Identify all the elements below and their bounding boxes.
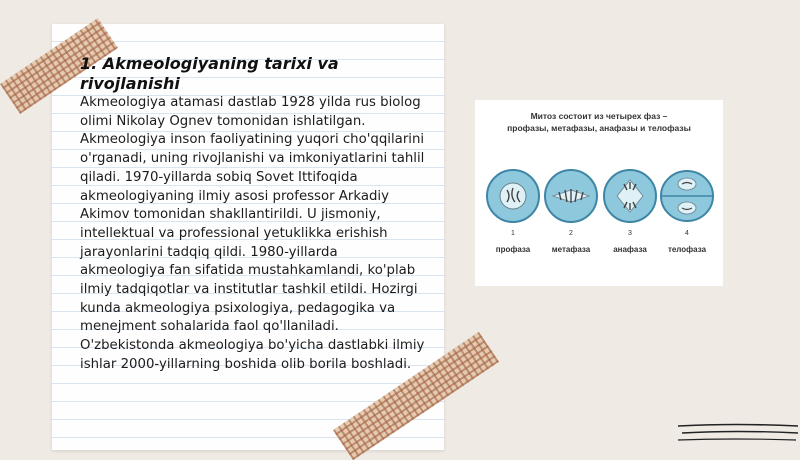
phase-number-2: 2 [569, 230, 573, 237]
cell-telophase [661, 171, 713, 254]
phase-number-4: 4 [685, 230, 689, 237]
cell-metaphase [545, 170, 597, 254]
phase-label-telophase: телофаза [667, 245, 707, 254]
decorative-lines [676, 418, 800, 446]
figure-caption-line-2: профазы, метафазы, анафазы и телофазы [507, 123, 691, 133]
mitosis-diagram [475, 100, 723, 286]
slide-body-text: Akmeologiya atamasi dastlab 1928 yilda rus biolog olimi Nikolay Ognev tomonidan ishlatilgan. Akmeologiya inson faoliyatining yuqori cho'qqilarini o'rganadi, uning rivojlanishi va imkoniyatlarini tahlil qiladi. 1970-yillarda sobiq Sovet Ittifoqida akmeologiyaning ilmiy asosi professor Arkadiy Akimov tomonidan shakllantirildi. U jismoniy, intellektual va professional yetuklikka erishish jarayonlarini tadqiq qildi. 1980-yillarda akmeologiya fan sifatida mustahkamlandi, ko'plab ilmiy tadqiqotlar va institutlar tashkil etildi. Hozirgi kunda akmeologiya psixologiya, pedagogika va menejment sohalarida faol qo'llaniladi. O'zbekistonda akmeologiya bo'yicha dastlabki ilmiy ishlar 2000-yillarning boshida olib borila boshladi. [80, 95, 425, 372]
phase-number-3: 3 [628, 230, 632, 237]
mitosis-figure [475, 100, 723, 286]
cell-anaphase [604, 170, 656, 254]
phase-label-metaphase: метафаза [551, 245, 591, 254]
phase-number-1: 1 [511, 230, 515, 237]
figure-caption-line-1: Митоз состоит из четырех фаз – [530, 111, 668, 121]
phase-label-prophase: профаза [495, 245, 531, 254]
phase-label-anaphase: анафаза [613, 245, 647, 254]
slide-title: 1. Akmeologiyaning tarixi va rivojlanishi [80, 54, 339, 93]
cell-prophase [487, 170, 539, 254]
